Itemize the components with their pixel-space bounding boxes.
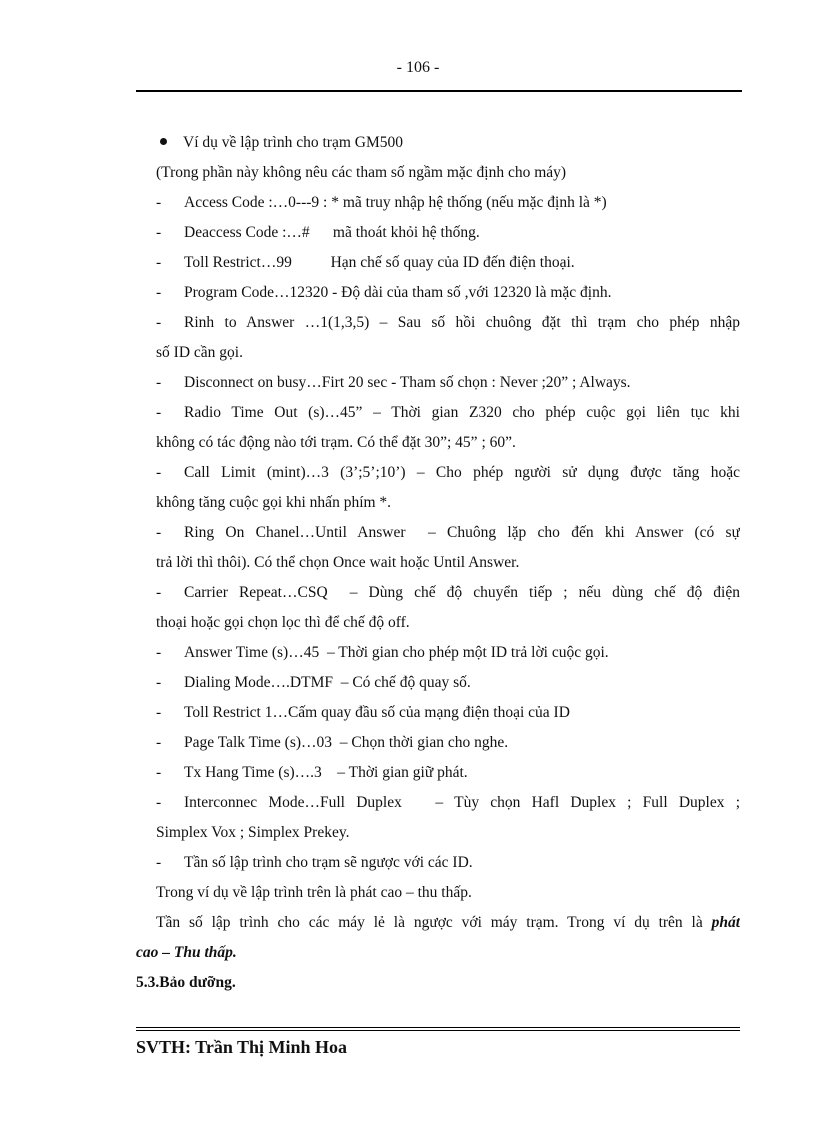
dash-marker: - (156, 644, 162, 661)
dash-marker: - (156, 404, 162, 421)
list-item-text: Toll Restrict…99 Hạn chế số quay của ID đến điện thoại. (184, 254, 575, 271)
dash-marker: - (156, 254, 162, 271)
bullet-title-line (136, 128, 740, 158)
bullet-title: Ví dụ về lập trình cho trạm GM500 (183, 134, 403, 151)
paragraph-2-text: Tần số lập trình cho các máy lẻ là ngược với máy trạm. Trong ví dụ trên là (156, 914, 703, 931)
list-item-continuation: thoại hoặc gọi chọn lọc thì để chế độ off. (156, 614, 410, 631)
paragraph-2-line-2 (136, 938, 740, 968)
list-item-text: Answer Time (s)…45 – Thời gian cho phép một ID trả lời cuộc gọi. (184, 644, 609, 661)
list-item-text: Rinh to Answer …1(1,3,5) – Sau số hồi chuông đặt thì trạm cho phép nhập (184, 314, 740, 331)
bullet-icon (160, 138, 167, 145)
dash-marker: - (156, 734, 162, 751)
list-item-text: Toll Restrict 1…Cấm quay đầu số của mạng điện thoại của ID (184, 704, 570, 721)
dash-marker: - (156, 854, 162, 871)
paragraph-2-emphasis: phát (711, 914, 740, 931)
list-item (136, 188, 740, 218)
list-item-text: Call Limit (mint)…3 (3’;5’;10’) – Cho phép người sử dụng được tăng hoặc (184, 464, 740, 481)
list-item (136, 578, 740, 608)
list-item-continuation: trả lời thì thôi). Có thể chọn Once wait hoặc Until Answer. (156, 554, 520, 571)
dash-marker: - (156, 704, 162, 721)
list-item (136, 758, 740, 788)
footer-rule-double (136, 1030, 740, 1031)
list-item-text: Disconnect on busy…Firt 20 sec - Tham số chọn : Never ;20” ; Always. (184, 374, 631, 391)
list-item (136, 698, 740, 728)
list-item-continuation: không tăng cuộc gọi khi nhấn phím *. (156, 494, 392, 511)
list-item-text: Program Code…12320 - Độ dài của tham số ,với 12320 là mặc định. (184, 284, 612, 301)
list-item-continuation: không có tác động nào tới trạm. Có thể đặt 30”; 45” ; 60”. (156, 434, 516, 451)
page-number: - 106 - (396, 59, 440, 76)
dash-marker: - (156, 464, 162, 481)
list-item (136, 668, 740, 698)
list-item-text: Tần số lập trình cho trạm sẽ ngược với các ID. (184, 854, 473, 871)
list-item-text: Interconnec Mode…Full Duplex – Tùy chọn Hafl Duplex ; Full Duplex ; (184, 794, 740, 811)
dash-marker: - (156, 584, 162, 601)
list-item (136, 638, 740, 668)
dash-marker: - (156, 314, 162, 331)
list-item (136, 458, 740, 488)
dash-marker: - (156, 374, 162, 391)
list-item (136, 218, 740, 248)
note-line: (Trong phần này không nêu các tham số ngầm mặc định cho máy) (156, 164, 567, 181)
dash-marker: - (156, 194, 162, 211)
dash-marker: - (156, 764, 162, 781)
list-item-text: Ring On Chanel…Until Answer – Chuông lặp cho đến khi Answer (có sự (184, 524, 740, 541)
list-item-text: Access Code :…0---9 : * mã truy nhập hệ thống (nếu mặc định là *) (184, 194, 607, 211)
list-item (136, 308, 740, 338)
document-body (136, 128, 740, 998)
list-item-continuation: Simplex Vox ; Simplex Prekey. (156, 824, 350, 841)
list-item-text: Page Talk Time (s)…03 – Chọn thời gian cho nghe. (184, 734, 509, 751)
dash-marker: - (156, 224, 162, 241)
list-item (136, 368, 740, 398)
settings-list (136, 188, 740, 878)
dash-marker: - (156, 674, 162, 691)
list-item (136, 788, 740, 818)
list-item (136, 848, 740, 878)
paragraph-2-emphasis-cont: cao – Thu thấp. (136, 944, 237, 961)
section-heading: 5.3.Bảo dưỡng. (136, 974, 236, 991)
list-item (136, 398, 740, 428)
footer-author: SVTH: Trần Thị Minh Hoa (136, 1037, 348, 1057)
list-item (136, 278, 740, 308)
dash-marker: - (156, 794, 162, 811)
footer-rule (136, 1027, 740, 1028)
list-item (136, 248, 740, 278)
list-item (136, 518, 740, 548)
list-item-text: Dialing Mode….DTMF – Có chế độ quay số. (184, 674, 471, 691)
header-rule (136, 90, 742, 92)
list-item-text: Radio Time Out (s)…45” – Thời gian Z320 cho phép cuộc gọi liên tục khi (184, 404, 740, 421)
dash-marker: - (156, 284, 162, 301)
paragraph-2-line-1 (136, 908, 740, 938)
list-item (136, 728, 740, 758)
list-item-text: Deaccess Code :…# mã thoát khỏi hệ thống. (184, 224, 480, 241)
paragraph-1: Trong ví dụ về lập trình trên là phát cao – thu thấp. (156, 884, 472, 901)
list-item-text: Tx Hang Time (s)….3 – Thời gian giữ phát. (184, 764, 468, 781)
list-item-continuation: số ID cần gọi. (156, 344, 243, 361)
dash-marker: - (156, 524, 162, 541)
list-item-text: Carrier Repeat…CSQ – Dùng chế độ chuyển tiếp ; nếu dùng chế độ điện (184, 584, 740, 601)
